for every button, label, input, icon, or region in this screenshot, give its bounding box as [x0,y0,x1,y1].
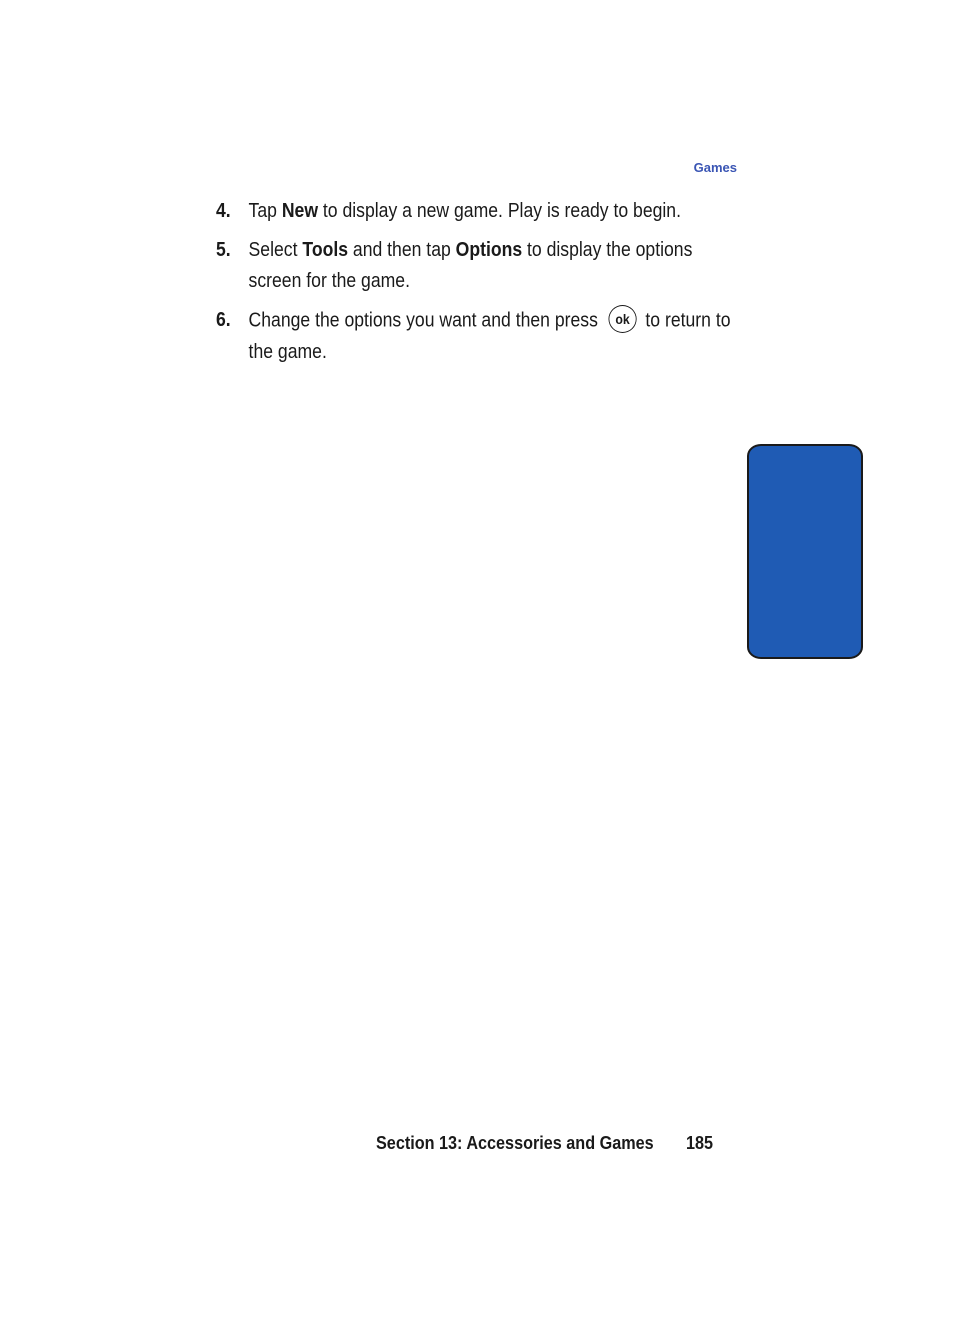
page-number: 185 [686,1133,714,1153]
step-number: 6. [216,309,231,331]
text-run: to display a new game. Play is ready to begin. [318,200,681,222]
text-run: to display the options screen for the game. [248,239,693,292]
bold-term: Options [455,239,523,261]
steps-list [216,196,746,376]
text-run: to return to the game. [248,309,731,363]
step-text [249,196,744,227]
text-run: Select [248,239,303,261]
step-text [249,235,744,297]
text-run: Change the options you want and then press [248,309,598,332]
step-number: 4. [216,200,231,222]
step-6 [216,305,744,368]
step-number: 5. [216,239,231,261]
step-text [249,305,744,368]
page-footer [376,1133,714,1154]
bold-term: Tools [302,239,349,261]
text-run: and then tap [348,239,456,261]
ok-key-icon: ok [608,305,636,333]
text-run: Tap [248,200,282,222]
section-tab-label: Section 13 [802,956,837,1014]
footer-title: Section 13: Accessories and Games [376,1133,654,1153]
bold-term: New [281,200,319,222]
section-tab [747,444,863,1014]
step-5 [216,235,744,297]
running-header: Games [693,160,737,175]
step-4 [216,196,744,227]
